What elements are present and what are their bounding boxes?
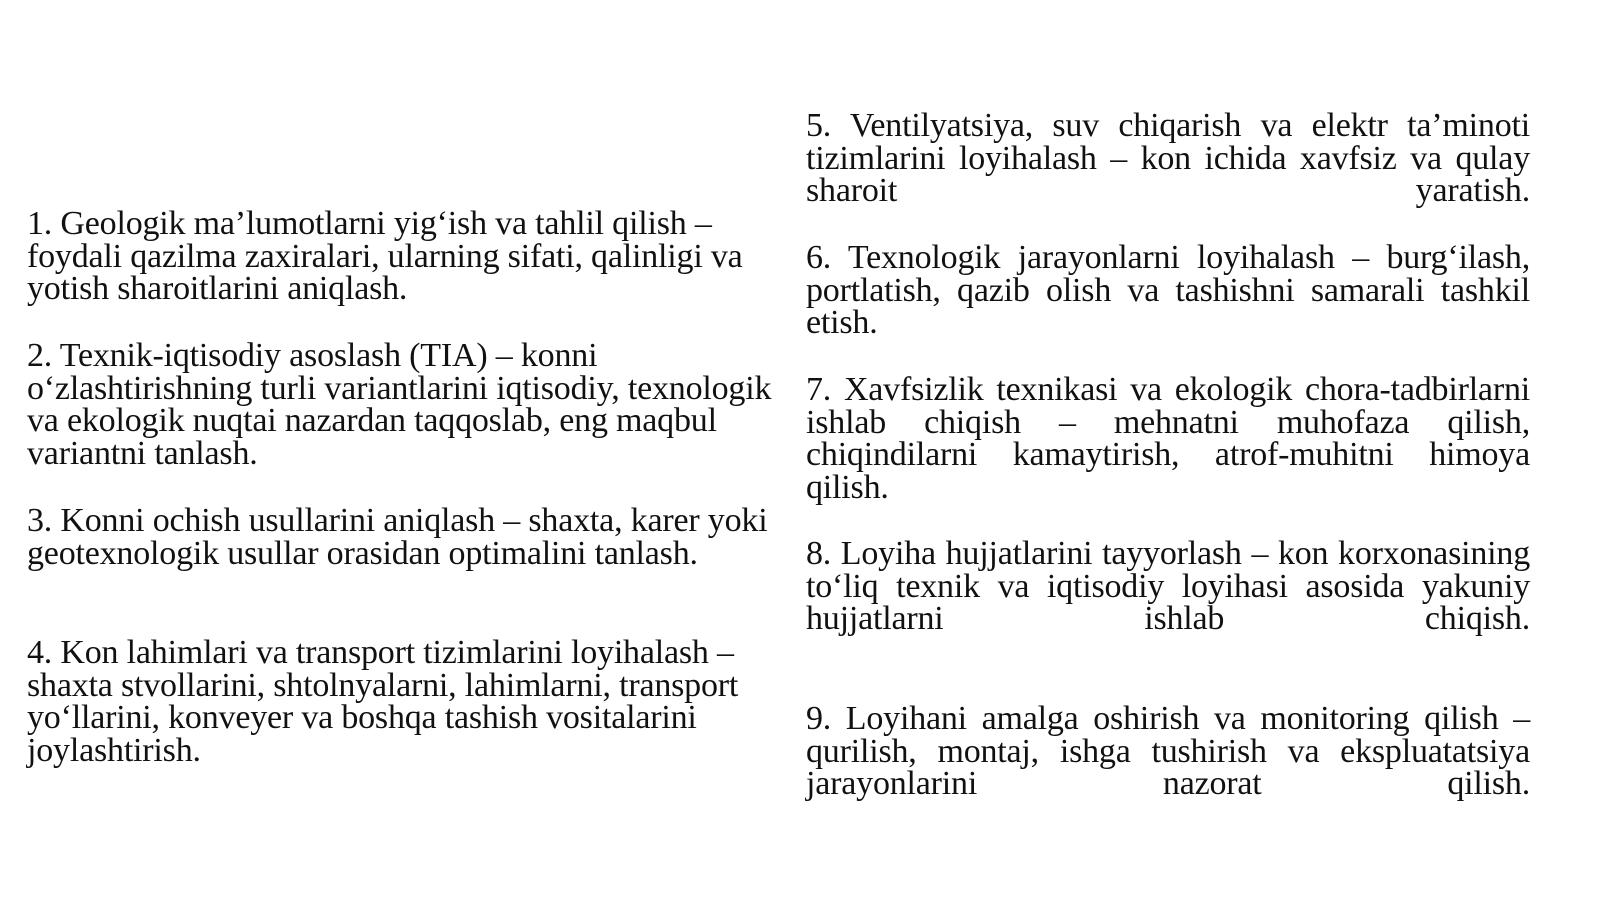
step-5-ventilation-water-power: 5. Ventilyatsiya, suv chiqarish va elektr ta’minoti tizimlarini loyihalash – kon ichida xavfsiz va qulay sharoit yaratish.	[806, 107, 1530, 209]
step-3-deposit-opening-methods: 3. Konni ochish usullarini aniqlash – shaxta, karer yoki geotexnologik usullar orasidan optimalini tanlash.	[27, 502, 768, 572]
step-1-geological-data: 1. Geologik ma’lumotlarni yig‘ish va tahlil qilish – foydali qazilma zaxiralari, ularning sifati, qalinligi va yotish sharoitlarini aniqlash.	[27, 205, 743, 307]
step-2-feasibility-study: 2. Texnik-iqtisodiy asoslash (TIA) – konni o‘zlashtirishning turli variantlarini iqtisodiy, texnologik va ekologik nuqtai nazardan taqqoslab, eng maqbul variantni tanlash.	[27, 337, 772, 472]
step-6-technological-processes: 6. Texnologik jarayonlarni loyihalash – burg‘ilash, portlatish, qazib olish va tashishni samarali tashkil etish.	[806, 239, 1530, 341]
step-7-safety-and-ecology: 7. Xavfsizlik texnikasi va ekologik chora-tadbirlarni ishlab chiqish – mehnatni muhofaza qilish, chiqindilarni kamaytirish, atrof-muhitni himoya qilish.	[806, 371, 1530, 506]
step-9-implementation-monitoring: 9. Loyihani amalga oshirish va monitoring qilish – qurilish, montaj, ishga tushirish va ekspluatatsiya jarayonlarini nazorat qilish.	[806, 700, 1530, 802]
step-4-workings-and-transport: 4. Kon lahimlari va transport tizimlarini loyihalash – shaxta stvollarini, shtolnyalarni, lahimlarni, transport yo‘llarini, konveyer va boshqa tashish vositalarini joylashtirish.	[27, 634, 739, 769]
step-8-project-documentation: 8. Loyiha hujjatlarini tayyorlash – kon korxonasining to‘liq texnik va iqtisodiy loyihasi asosida yakuniy hujjatlarni ishlab chiqish.	[806, 535, 1530, 637]
